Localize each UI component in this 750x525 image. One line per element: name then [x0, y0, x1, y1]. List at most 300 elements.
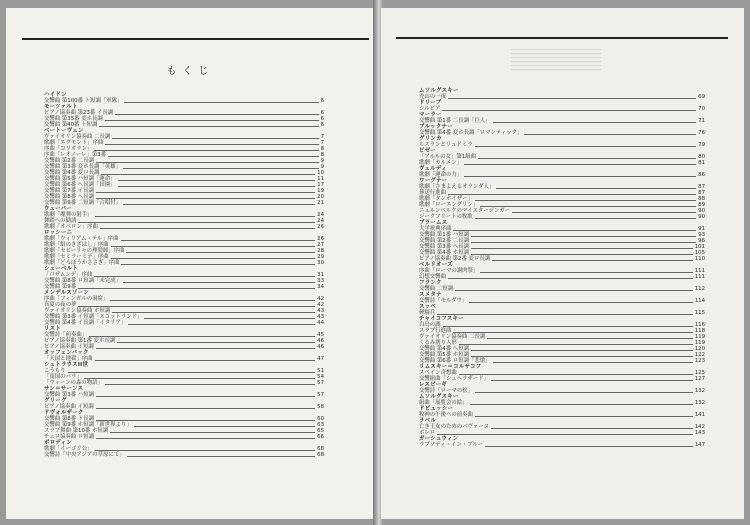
work-title: シルビア [419, 106, 441, 112]
work-title: スペイン奇想曲 [419, 370, 457, 376]
leader-line [144, 318, 315, 319]
page-number: 9 [320, 158, 324, 164]
page-number: 81 [698, 160, 705, 166]
leader-line [448, 194, 696, 195]
work-title: 交響曲 第9番 [44, 284, 77, 290]
work-title: ヴァイオリン協奏曲 ホ短調 [44, 308, 111, 314]
leader-line [437, 434, 693, 435]
work-title: 交響曲 第4番 変ホ長調「ロマンティック」 [419, 130, 523, 136]
page-number: 11 [317, 176, 324, 182]
page-number: 8 [320, 146, 324, 152]
work-title: 真夏の夜の夢 [44, 302, 77, 308]
leader-line [442, 110, 696, 111]
page-number: 70 [698, 106, 705, 112]
leader-line [115, 114, 318, 115]
work-title: 軽騎兵 [419, 310, 436, 316]
work-title: 交響詩「ローマの松」 [419, 388, 473, 394]
composer-name: メンデルスゾーン [44, 290, 89, 296]
work-title: 交響曲 第4番 変ロ長調 [44, 170, 100, 176]
leader-line [111, 246, 315, 247]
page-number: 71 [698, 118, 705, 124]
work-title: 交響曲 第3番 ハ短調 [44, 392, 94, 398]
work-title: 歌劇「セミラーミデ」序曲 [44, 254, 109, 260]
work-title: 組曲「展覧会の絵」 [419, 400, 468, 406]
page-number: 34 [317, 284, 324, 290]
work-title: 交響曲 第5番 ハ短調「運命」 [44, 176, 116, 182]
page-number: 28 [317, 248, 324, 254]
composer-name: ビゼー [419, 148, 436, 154]
composer-name: ブルックナー [419, 124, 453, 130]
bleed-through-text [511, 48, 601, 70]
work-title: ヴァイオリン協奏曲 二長調 [44, 134, 111, 140]
page-number: 80 [698, 154, 705, 160]
leader-line [464, 164, 696, 165]
composer-name: ドビュッシー [419, 406, 454, 412]
page-number: 43 [317, 308, 324, 314]
work-title: ニュルンベルクのマイスタージンガー [419, 208, 510, 214]
page-number: 96 [698, 238, 705, 244]
work-title: 亡き王女のためのパヴァーヌ [419, 424, 490, 430]
page-number: 101 [694, 244, 705, 250]
toc-entry [419, 442, 705, 448]
work-title: こうもり [44, 368, 66, 374]
page-number: 6 [320, 98, 324, 104]
page-number: 6 [320, 116, 324, 122]
leader-line [100, 228, 315, 229]
work-title: 牧神の午後への前奏曲 [419, 412, 473, 418]
leader-line [78, 222, 315, 223]
leader-line [96, 192, 315, 193]
leader-line [524, 134, 696, 135]
page-number: 6 [320, 122, 324, 128]
leader-line [95, 360, 316, 361]
page-number: 57 [317, 392, 324, 398]
work-title: ピアノ協奏曲 イ短調 [44, 344, 94, 350]
leader-line [480, 272, 692, 273]
page-number: 6 [320, 110, 324, 116]
work-title: ヴァイオリン協奏曲 二長調 [419, 334, 486, 340]
toc-entry [44, 452, 324, 458]
composer-name: マーラー [419, 112, 442, 118]
work-title: 交響曲 第9番 二短調「合唱付」 [44, 200, 121, 206]
work-title: 交響曲 第4番 イ長調「イタリア」 [44, 320, 127, 326]
leader-line [471, 248, 693, 249]
page-number: 120 [694, 346, 705, 352]
work-title: 歌劇「さまよえるオランダ人」 [419, 184, 495, 190]
page-number: 21 [317, 200, 324, 206]
page-number: 57 [317, 380, 324, 386]
leader-line [108, 156, 318, 157]
top-rule [396, 37, 728, 39]
leader-line [480, 206, 696, 207]
work-title: 葬送行進曲 [419, 190, 446, 196]
leader-line [89, 336, 315, 337]
leader-line [96, 420, 315, 421]
page-number: 111 [694, 274, 705, 280]
composer-name: ムソルグスキー [419, 394, 459, 400]
work-title: 交響曲 第100番 ト短調「軍隊」 [44, 98, 123, 104]
page-number: 24 [317, 212, 324, 218]
leader-line [437, 314, 693, 315]
leader-line [459, 374, 693, 375]
composer-name: ベルリオーズ [419, 262, 453, 268]
work-title: チェロ協奏曲 ロ短調 [44, 434, 95, 440]
page-number: 87 [698, 190, 705, 196]
work-title: 交響曲 第4番 ホ短調 [419, 250, 469, 256]
page-number: 132 [694, 400, 705, 406]
leader-line [96, 438, 315, 439]
leader-line [485, 446, 693, 447]
composer-name: レスピーギ [419, 382, 448, 388]
composer-name: リムスキー＝コルサコフ [419, 364, 482, 370]
page-number: 111 [694, 268, 705, 274]
page-number: 69 [698, 94, 705, 100]
leader-line [470, 404, 693, 405]
leader-line [475, 200, 696, 201]
leader-line [110, 300, 315, 301]
work-title: 序曲「ローマの謝肉祭」 [419, 268, 479, 274]
composer-name: スッペ [419, 304, 437, 310]
leader-line [121, 264, 315, 265]
leader-line [112, 138, 318, 139]
work-title: 幻想交響曲 [419, 274, 446, 280]
page-number: 44 [317, 320, 324, 326]
work-title: 交響曲 第6番 ロ短調「悲愴」 [419, 358, 491, 364]
work-title: 歌劇「カルメン」 [419, 160, 462, 166]
composer-name: サン＝サーンス [44, 386, 84, 392]
work-title: 交響詩「中央アジアの草原にて」 [44, 452, 125, 458]
composer-name: ウェーバー [44, 206, 72, 212]
work-title: 「ウィーンの森の物語」 [44, 380, 103, 386]
page-number: 46 [317, 338, 324, 344]
leader-line [493, 122, 697, 123]
page-number: 9 [320, 164, 324, 170]
leader-line [95, 450, 316, 451]
composer-name: ムソルグスキー [419, 88, 459, 94]
page-number: 60 [317, 416, 324, 422]
leader-line [96, 348, 315, 349]
leader-line [121, 240, 316, 241]
page-number: 123 [694, 358, 705, 364]
composer-name: ベートーヴェン [44, 128, 84, 134]
leader-line [112, 312, 315, 313]
leader-line [123, 282, 315, 283]
toc-list-left [44, 92, 324, 458]
page-number: 68 [317, 452, 324, 458]
leader-line [101, 174, 315, 175]
leader-line [448, 278, 693, 279]
page-number: 65 [317, 428, 324, 434]
leader-line [459, 344, 693, 345]
leader-line [492, 260, 693, 261]
page-number: 105 [694, 250, 705, 256]
leader-line [453, 332, 692, 333]
page-number: 86 [698, 172, 705, 178]
page-number: 93 [698, 232, 705, 238]
work-title: ピアノ協奏曲 第2番 変ロ長調 [419, 256, 491, 262]
leader-line [512, 212, 696, 213]
work-title: 「天国と地獄」序曲 [44, 356, 93, 362]
composer-name: ボロディン [44, 440, 73, 446]
page-number: 110 [694, 256, 705, 262]
page-number: 20 [317, 194, 324, 200]
composer-name: ドヴォルザーク [44, 410, 84, 416]
work-title: 白鳥の湖 [419, 322, 441, 328]
page-number: 116 [694, 322, 705, 328]
leader-line [94, 150, 318, 151]
leader-line [128, 324, 315, 325]
page-number: 17 [317, 182, 324, 188]
leader-line [471, 356, 693, 357]
work-title: 大学祝典序曲 [419, 226, 452, 232]
leader-line [96, 396, 315, 397]
page-number: 24 [317, 218, 324, 224]
page-number: 127 [694, 376, 705, 382]
page-number: 66 [317, 434, 324, 440]
leader-line [471, 236, 696, 237]
composer-name: ワーグナー [419, 178, 448, 184]
leader-line [493, 362, 693, 363]
leader-line [443, 326, 693, 327]
leader-line [117, 342, 315, 343]
work-title: くるみ割り人形 [419, 340, 457, 346]
work-title: 交響曲 第40番 ト短調 [44, 122, 98, 128]
work-title: 交響曲 第35番 変ホ長調 [44, 116, 103, 122]
composer-name: シュトラウスII世 [44, 362, 89, 368]
leader-line [491, 428, 693, 429]
work-title: 交響曲 第3番 へ長調 [419, 244, 469, 250]
page-number: 76 [698, 130, 705, 136]
page-number: 90 [698, 214, 705, 220]
leader-line [68, 372, 316, 373]
work-title: 「南国のバラ」 [44, 374, 82, 380]
work-title: 歌劇「セビーリャの理髪師」序曲 [44, 248, 125, 254]
work-title: 交響曲 第1番 ハ短調 [419, 232, 469, 238]
work-title: ルスランとリュドミラ [419, 142, 473, 148]
work-title: スラブ行進曲 [419, 328, 452, 334]
work-title: 序曲「レオノーレ」第3番 [44, 152, 107, 158]
leader-line [448, 98, 696, 99]
composer-name: スメタナ [419, 292, 442, 298]
work-title: 歌劇「運命の力」 [419, 172, 463, 178]
page-number: 7 [320, 140, 324, 146]
page-number: 10 [317, 170, 324, 176]
page-number: 142 [694, 424, 705, 430]
work-title: 歌劇「魔弾の射手」 [44, 212, 93, 218]
composer-name: グリーグ [44, 398, 67, 404]
page-number: 88 [698, 196, 705, 202]
leader-line [105, 384, 315, 385]
page-number: 33 [317, 278, 324, 284]
work-title: 交響組曲「シェヘラザード」 [419, 376, 489, 382]
composer-name: オッフェンバック [44, 350, 89, 356]
leader-line [78, 306, 315, 307]
leader-line [95, 216, 316, 217]
work-title: 交響曲 第3番 変ホ長調「英雄」 [44, 164, 121, 170]
page-number: 47 [317, 356, 324, 362]
page-number: 30 [317, 260, 324, 266]
page-number: 31 [317, 272, 324, 278]
page-number: 45 [317, 332, 324, 338]
composer-name: ヴェルディ [419, 166, 447, 172]
toc-list-right [419, 88, 705, 448]
leader-line [475, 416, 693, 417]
composer-name: ハイドン [44, 92, 67, 98]
work-title: 「アルルの女」第1組曲 [419, 154, 476, 160]
right-page [381, 8, 744, 519]
work-title: 禿山の一夜 [419, 94, 446, 100]
work-title: 歌劇「イーゴリ公」 [44, 446, 93, 452]
leader-line [123, 168, 319, 169]
page-number: 119 [694, 340, 705, 346]
leader-line [475, 146, 697, 147]
leader-line [118, 186, 316, 187]
work-title: 序曲「フィンガルの洞窟」 [44, 296, 109, 302]
work-title: 交響曲 第8番 ロ短調「未完成」 [44, 278, 121, 284]
work-title: 交響曲 第7番 イ長調 [44, 188, 94, 194]
leader-line [111, 258, 315, 259]
leader-line [123, 204, 315, 205]
page-number: 8 [320, 152, 324, 158]
page-number: 42 [317, 296, 324, 302]
work-title: 歌劇「タンホイザー」 [419, 196, 473, 202]
work-title: スラブ舞曲 第10番 ホ短調 [44, 428, 109, 434]
page-number: 91 [698, 226, 705, 232]
page-number: 46 [317, 344, 324, 350]
work-title: 交響曲 二短調 [419, 286, 454, 292]
work-title: 交響詩「モルダウ」 [419, 298, 468, 304]
leader-line [96, 408, 315, 409]
leader-line [464, 176, 696, 177]
composer-name: ドリーブ [419, 100, 442, 106]
page-number: 147 [694, 442, 705, 448]
page-number: 26 [317, 224, 324, 230]
leader-line [99, 126, 318, 127]
page-number: 42 [317, 302, 324, 308]
page-number: 68 [317, 446, 324, 452]
composer-name: ガーシュウィン [419, 436, 459, 442]
page-number: 143 [694, 430, 705, 436]
page-number: 26 [317, 236, 324, 242]
leader-line [491, 380, 693, 381]
work-title: 交響曲 第2番 二長調 [419, 238, 469, 244]
top-rule [22, 38, 369, 40]
work-title: 歌劇「ローエングリン」 [419, 202, 479, 208]
work-title: ラプソディ・イン・ブルー [419, 442, 484, 448]
work-title: ピアノ協奏曲 第1番 変ホ長調 [44, 338, 116, 344]
work-title: ボレロ [419, 430, 436, 436]
page-number: 58 [317, 404, 324, 410]
leader-line [455, 290, 693, 291]
page-number: 19 [317, 188, 324, 194]
leader-line [110, 432, 315, 433]
work-title: 歌劇「絹のきざはし」序曲 [44, 242, 109, 248]
work-title: 歌劇「ウィリアム・テル」序曲 [44, 236, 119, 242]
work-title: ジークフリートの牧歌 [419, 214, 473, 220]
left-page [6, 8, 375, 519]
composer-name: ラベル [419, 418, 437, 424]
composer-name: チャイコフスキー [419, 316, 464, 322]
work-title: 歌劇「オベロン」序曲 [44, 224, 98, 230]
composer-name: ブラームス [419, 220, 448, 226]
leader-line [487, 338, 693, 339]
leader-line [127, 456, 315, 457]
page-number: 89 [698, 202, 705, 208]
leader-line [105, 144, 318, 145]
page-number: 63 [317, 422, 324, 428]
work-title: 「ロザムンデ」序曲 [44, 272, 93, 278]
leader-line [469, 302, 692, 303]
work-title: 舞踏への勧誘 [44, 218, 77, 224]
leader-line [475, 392, 693, 393]
composer-name: グリンカ [419, 136, 442, 142]
leader-line [478, 158, 696, 159]
composer-name: フランク [419, 280, 442, 286]
leader-line [126, 252, 315, 253]
page-number: 90 [698, 208, 705, 214]
work-title: 序曲「コリオラン」 [44, 146, 93, 152]
work-title: 交響曲 第8番 へ長調 [44, 194, 94, 200]
leader-line [84, 378, 315, 379]
page-number: 87 [698, 184, 705, 190]
leader-line [96, 162, 319, 163]
page-number: 119 [694, 334, 705, 340]
leader-line [134, 426, 315, 427]
work-title: ピアノ協奏曲 第23番 イ長調 [44, 110, 114, 116]
composer-name: モーツァルト [44, 104, 78, 110]
composer-name: シューベルト [44, 266, 79, 272]
page-number: 114 [694, 298, 705, 304]
composer-name: リスト [44, 326, 61, 332]
leader-line [105, 120, 319, 121]
leader-line [471, 242, 696, 243]
work-title: ピアノ協奏曲 イ短調 [44, 404, 94, 410]
work-title: 交響曲 第2番 二長調 [44, 158, 94, 164]
page-number: 51 [317, 368, 324, 374]
work-title: 交響曲 第4番 へ短調 [419, 346, 469, 352]
page-number: 132 [694, 388, 705, 394]
work-title: 交響曲 第5番 ホ短調 [419, 352, 469, 358]
page-title: もくじ [166, 66, 215, 77]
leader-line [124, 102, 318, 103]
work-title: 歌劇「どろぼうかささぎ」序曲 [44, 260, 120, 266]
page-number: 125 [694, 370, 705, 376]
page-number: 29 [317, 254, 324, 260]
page-number: 27 [317, 242, 324, 248]
page-number: 112 [694, 286, 705, 292]
work-title: 交響曲 第8番 ト長調 [44, 416, 94, 422]
work-title: 歌劇「エグモント」序曲 [44, 140, 104, 146]
work-title: 交響詩「前奏曲」 [44, 332, 88, 338]
leader-line [118, 180, 316, 181]
page-number: 118 [694, 328, 705, 334]
page-number: 79 [698, 142, 705, 148]
leader-line [453, 230, 696, 231]
leader-line [475, 218, 696, 219]
page-number: 54 [317, 374, 324, 380]
composer-name: ロッシーニ [44, 230, 73, 236]
leader-line [471, 254, 693, 255]
leader-line [471, 350, 693, 351]
page-number: 141 [694, 412, 705, 418]
page-number: 122 [694, 352, 705, 358]
page-number: 43 [317, 314, 324, 320]
page-number: 7 [320, 134, 324, 140]
work-title: 交響曲 第9番 ホ短調「新世界より」 [44, 422, 132, 428]
work-title: 交響曲 第6番 へ長調「田園」 [44, 182, 116, 188]
leader-line [96, 198, 315, 199]
work-title: 交響曲 第3番 イ短調「スコットランド」 [44, 314, 143, 320]
